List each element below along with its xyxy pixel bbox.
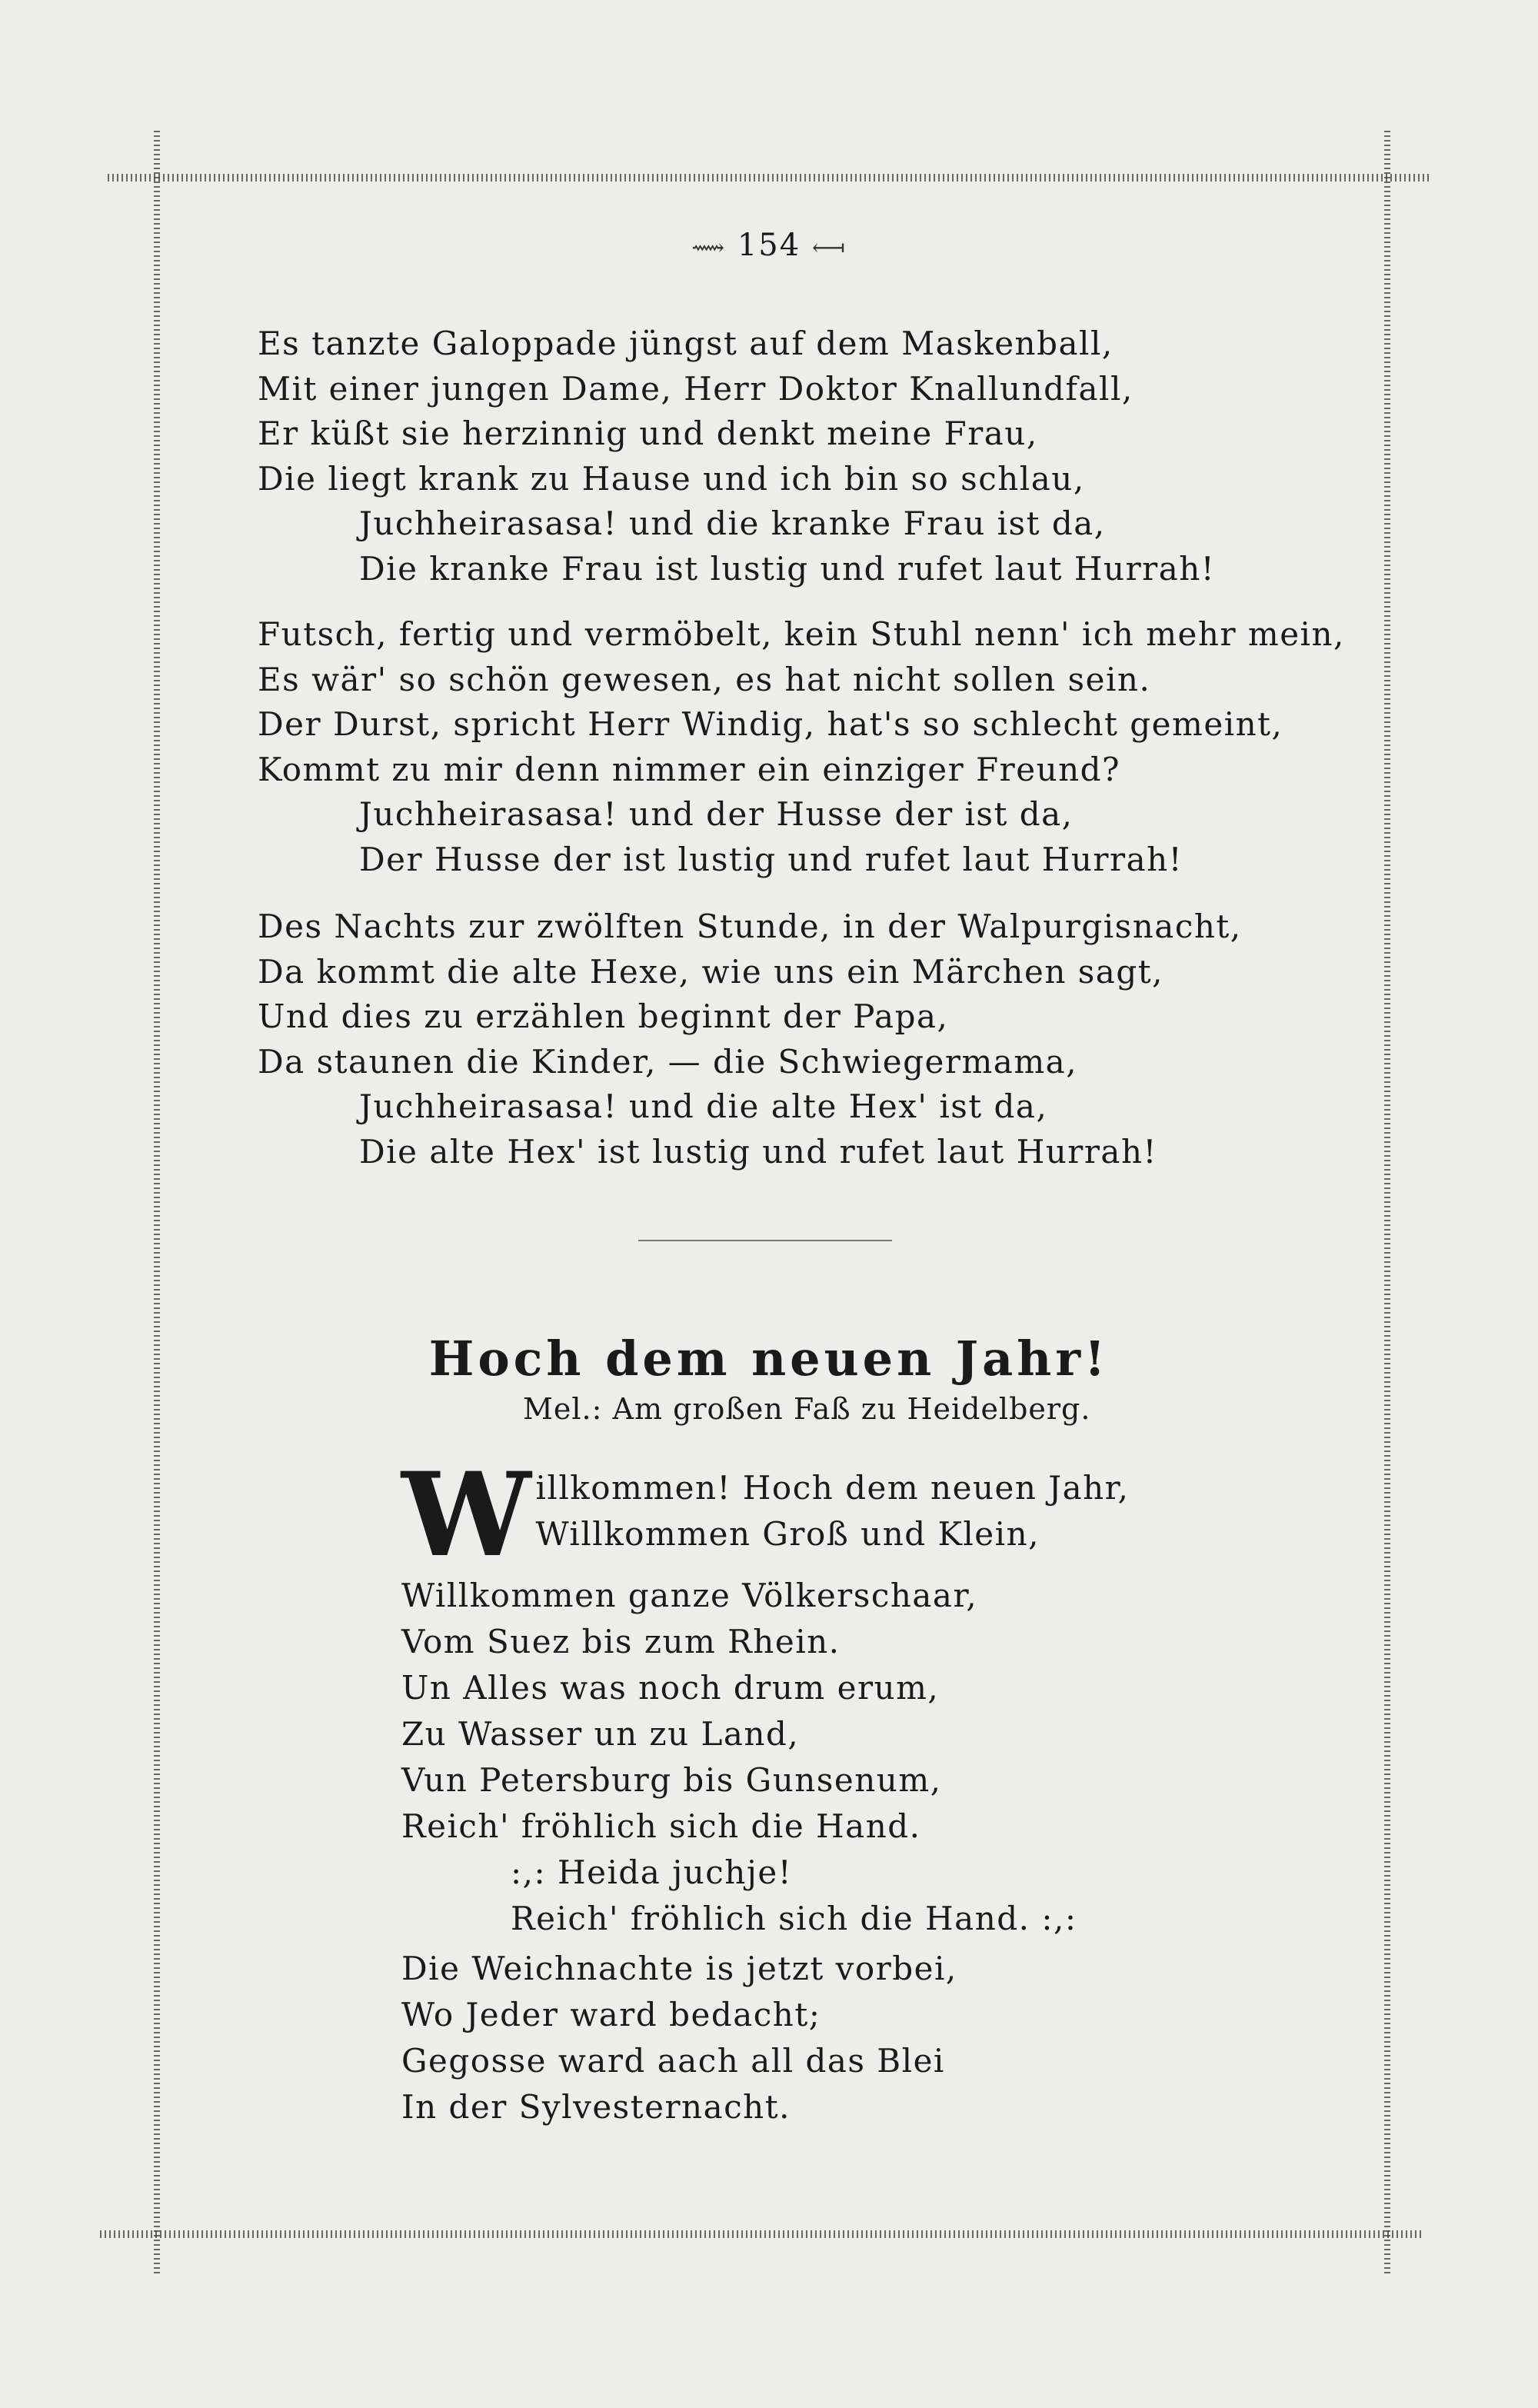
stanza-3 (258, 904, 1242, 1174)
song-verse-2 (401, 1946, 957, 2130)
section-divider (638, 1240, 892, 1241)
right-rule (1384, 131, 1390, 2276)
verse-line: Willkommen Groß und Klein, (535, 1515, 1040, 1553)
verse-line: Es wär' so schön gewesen, es hat nicht sollen sein. (258, 660, 1151, 698)
verse-line: Er küßt sie herzinnig und denkt meine Frau, (258, 415, 1038, 452)
refrain-line: Juchheirasasa! und die alte Hex' ist da, (359, 1087, 1048, 1125)
verse-line: Reich' fröhlich sich die Hand. (401, 1807, 921, 1845)
verse-line: Zu Wasser un zu Land, (401, 1715, 800, 1753)
verse-line: Da kommt die alte Hexe, wie uns ein Märchen sagt, (258, 952, 1163, 991)
song-melody: Mel.: Am großen Faß zu Heidelberg. (523, 1392, 1091, 1426)
top-rule (108, 174, 1430, 182)
verse-line: Vom Suez bis zum Rhein. (401, 1623, 841, 1660)
stanza-1 (258, 321, 1215, 591)
refrain-line: Juchheirasasa! und die kranke Frau ist da, (359, 505, 1106, 542)
verse-line: Gegosse ward aach all das Blei (401, 2042, 945, 2080)
verse-line: illkommen! Hoch dem neuen Jahr, (535, 1469, 1130, 1507)
ornament-right-icon: ⟻ (811, 235, 847, 261)
verse-line: Die Weichnachte is jetzt vorbei, (401, 1950, 957, 1987)
refrain-line: Die alte Hex' ist lustig und rufet laut Hurrah! (359, 1132, 1157, 1171)
verse-line: Willkommen ganze Völkerschaar, (401, 1577, 978, 1614)
left-rule (154, 131, 160, 2276)
drop-cap: W (401, 1447, 531, 1583)
page-number (0, 228, 1538, 263)
verse-line: Es tanzte Galoppade jüngst auf dem Maskenball, (258, 325, 1114, 362)
verse-line: Futsch, fertig und vermöbelt, kein Stuhl nenn' ich mehr mein, (258, 615, 1345, 653)
verse-line: Un Alles was noch drum erum, (401, 1669, 940, 1707)
bottom-rule (100, 2230, 1423, 2238)
stanza-2 (258, 612, 1345, 882)
song-title: Hoch dem neuen Jahr! (428, 1331, 1110, 1387)
verse-line: In der Sylvesternacht. (401, 2088, 791, 2126)
verse-line: Mit einer jungen Dame, Herr Doktor Knallundfall, (258, 369, 1134, 408)
verse-line: Und dies zu erzählen beginnt der Papa, (258, 998, 949, 1035)
verse-line: Vun Petersburg bis Gunsenum, (401, 1761, 942, 1799)
verse-line: Des Nachts zur zwölften Stunde, in der Walpurgisnacht, (258, 908, 1242, 945)
refrain-line: Der Husse der ist lustig und rufet laut Hurrah! (359, 840, 1183, 878)
verse-line: Kommt zu mir denn nimmer ein einziger Freund? (258, 750, 1121, 788)
ornament-left-icon: ⟿ (691, 235, 727, 261)
verse-line: Die liegt krank zu Hause und ich bin so schlau, (258, 459, 1085, 498)
refrain-line: :,: Heida juchje! (511, 1853, 793, 1891)
page-number-text: 154 (737, 228, 801, 263)
song-verse-1 (401, 1447, 1130, 1942)
refrain-line: Die kranke Frau ist lustig und rufet laut Hurrah! (359, 549, 1216, 588)
verse-line: Der Durst, spricht Herr Windig, hat's so schlecht gemeint, (258, 705, 1283, 743)
refrain-line: Reich' fröhlich sich die Hand. :,: (511, 1900, 1077, 1937)
refrain-line: Juchheirasasa! und der Husse der ist da, (359, 795, 1074, 833)
verse-line: Wo Jeder ward bedacht; (401, 1996, 821, 2033)
verse-line: Da staunen die Kinder, — die Schwiegermama, (258, 1042, 1078, 1081)
